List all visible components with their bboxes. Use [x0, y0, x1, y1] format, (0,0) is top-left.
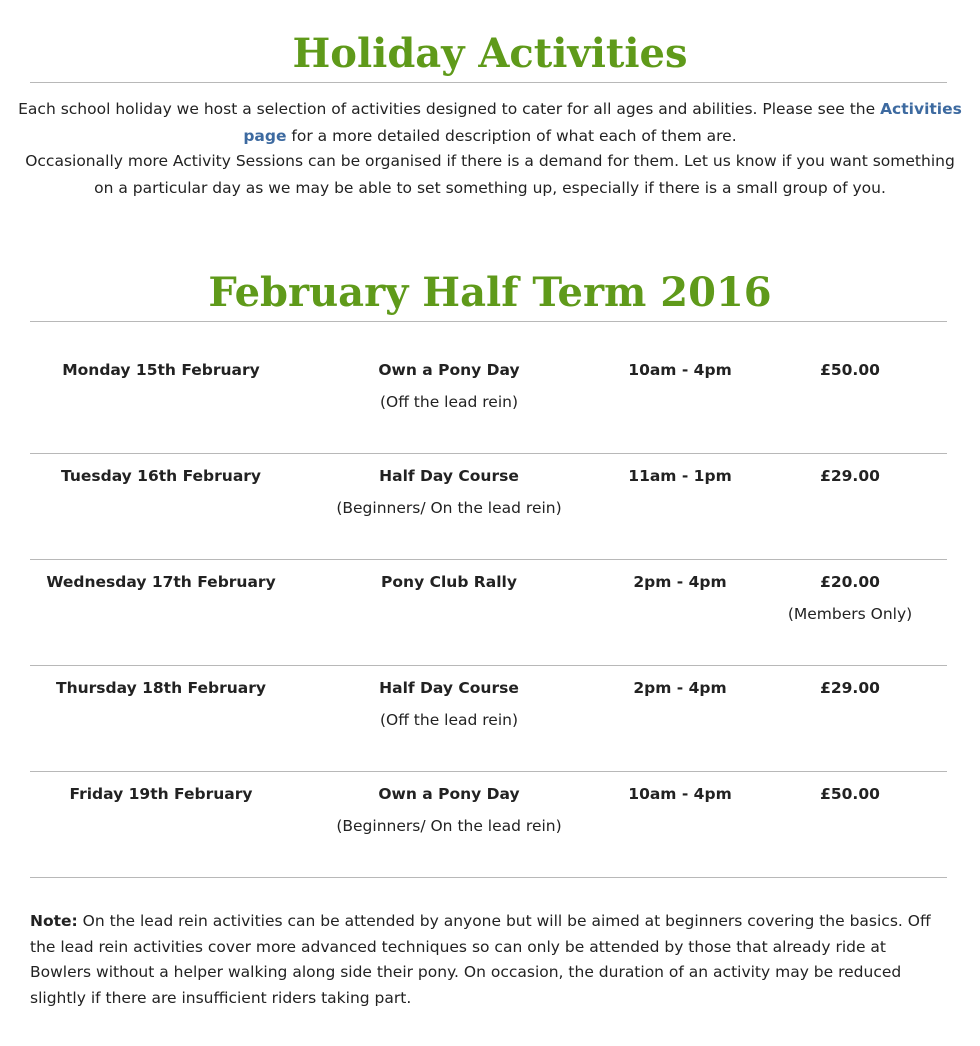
note-paragraph	[30, 909, 950, 1011]
table-row	[30, 347, 947, 453]
table-row	[30, 771, 947, 877]
row-time: 2pm - 4pm	[633, 679, 727, 697]
intro-paragraph	[18, 96, 962, 150]
table-row	[30, 453, 947, 559]
row-activity: Own a Pony Day	[378, 361, 520, 379]
row-price: £29.00	[820, 467, 880, 485]
row-activity: Half Day Course	[379, 679, 519, 697]
row-price: £20.00	[820, 573, 880, 591]
row-activity: Half Day Course	[379, 467, 519, 485]
sessions-paragraph: Occasionally more Activity Sessions can be organised if there is a demand for them. Let us know if you want something on a particular day as we may be able to set something up, especially if there is a small group of you.	[25, 152, 955, 197]
intro-text-end: for a more detailed description of what each of them are.	[286, 127, 737, 145]
row-time: 2pm - 4pm	[633, 573, 727, 591]
row-price: £50.00	[820, 785, 880, 803]
schedule-title: February Half Term 2016	[208, 269, 772, 316]
row-divider	[30, 877, 947, 878]
intro-text-start: Each school holiday we host a selection of activities designed to cater for all ages and abilities. Please see the	[18, 100, 881, 118]
row-time: 10am - 4pm	[628, 361, 732, 379]
row-date: Wednesday 17th February	[46, 573, 276, 591]
row-date: Friday 19th February	[69, 785, 253, 803]
note-label: Note:	[30, 912, 78, 930]
row-activity-detail: (Off the lead rein)	[379, 711, 519, 729]
row-activity-detail: (Beginners/ On the lead rein)	[336, 817, 562, 835]
row-activity-detail: (Off the lead rein)	[379, 393, 519, 411]
table-row	[30, 559, 947, 665]
row-date: Monday 15th February	[62, 361, 260, 379]
row-activity-detail: (Beginners/ On the lead rein)	[336, 499, 562, 517]
activities-page-link[interactable]: Activities page	[243, 100, 962, 145]
row-price-note: (Members Only)	[787, 605, 913, 623]
row-activity: Pony Club Rally	[381, 573, 517, 591]
row-activity: Own a Pony Day	[378, 785, 520, 803]
table-row	[30, 665, 947, 771]
row-time: 10am - 4pm	[628, 785, 732, 803]
row-time: 11am - 1pm	[628, 467, 732, 485]
row-price: £50.00	[820, 361, 880, 379]
note-text: On the lead rein activities can be attended by anyone but will be aimed at beginners covering the basics. Off the lead rein activities cover more advanced techniques so can only be attended by those that already ride at Bowlers without a helper walking along side their pony. On occasion, the duration of an activity may be reduced slightly if there are insufficient riders taking part.	[30, 912, 931, 1007]
row-date: Tuesday 16th February	[60, 467, 262, 485]
title-divider	[30, 82, 947, 83]
row-price: £29.00	[820, 679, 880, 697]
schedule-top-divider	[30, 321, 947, 322]
row-date: Thursday 18th February	[56, 679, 266, 697]
page-title: Holiday Activities	[292, 30, 688, 77]
